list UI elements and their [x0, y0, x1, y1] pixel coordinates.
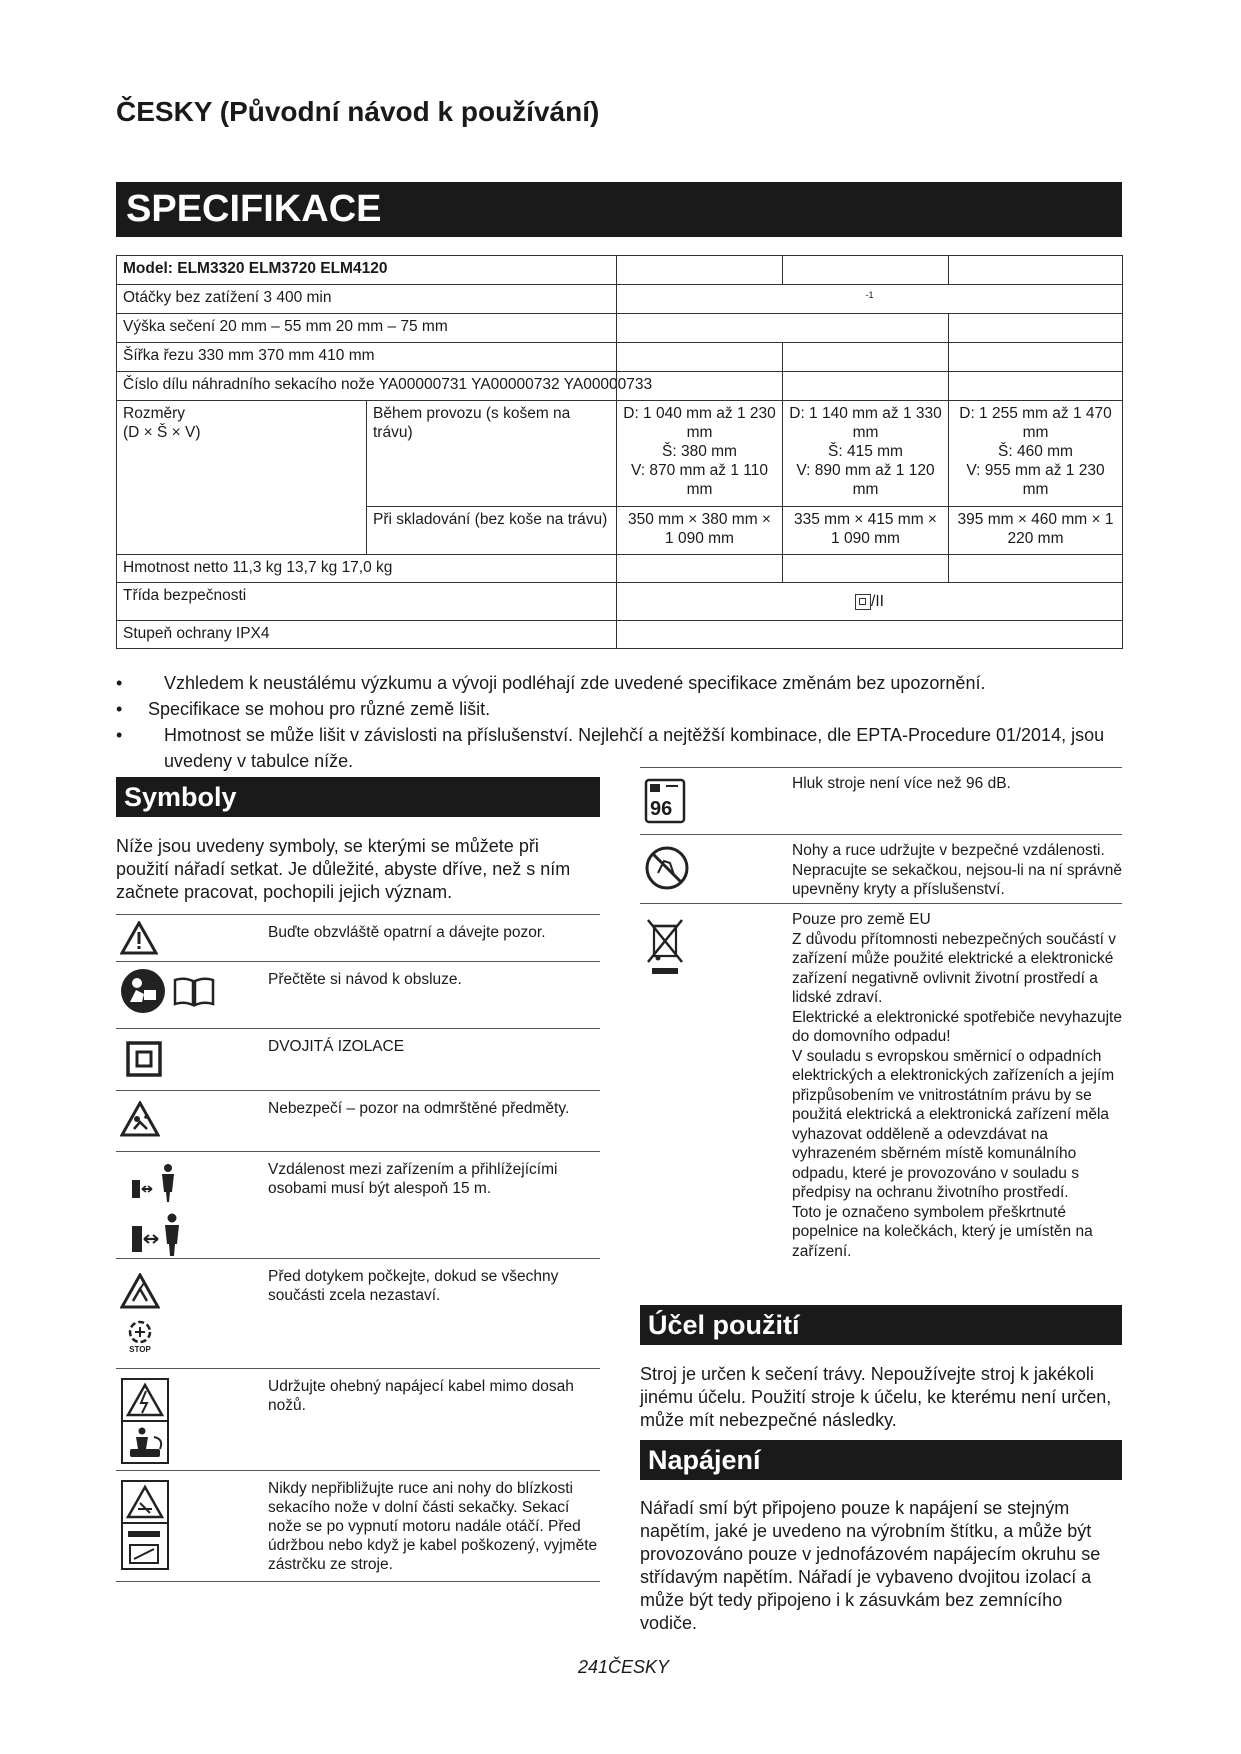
symbol-description: Hluk stroje není více než 96 dB. [792, 775, 1011, 792]
symbol-row [640, 903, 1122, 1288]
spec-cutting-height: Výška sečení 20 mm – 55 mm 20 mm – 75 mm [117, 314, 617, 343]
spec-note: • Vzhledem k neustálému výzkumu a vývoji podléhají zde uvedené specifikace změnám bez upozornění. [116, 670, 1116, 696]
book-icon [172, 974, 216, 1008]
no-hands-feet-icon [644, 845, 690, 891]
specifications-table [116, 255, 1123, 649]
spec-in-operation-value: D: 1 140 mm až 1 330 mm Š: 415 mm V: 890 mm až 1 120 mm [783, 401, 949, 507]
spec-notes-list [116, 670, 1116, 774]
symbol-row [116, 961, 600, 1028]
spec-speed-unit-sup: -1 [865, 290, 874, 300]
spec-dimensions-label: Rozměry (D × Š × V) [117, 401, 367, 555]
spec-in-operation-value: D: 1 040 mm až 1 230 mm Š: 380 mm V: 870 mm až 1 110 mm [617, 401, 783, 507]
intended-use-heading: Účel použití [640, 1305, 1122, 1345]
power-supply-text: Nářadí smí být připojeno pouze k napájení se stejným napětím, jaké je uvedeno na výrobním štítku, a může být provozováno pouze v jednofázovém napájecím okruhu se střídavým napětím. Nářadí je vybaveno dvojitou izolací a může být tedy připojeno i k zásuvkám bez zemnícího vodiče. [640, 1498, 1101, 1633]
symbol-row [640, 834, 1122, 903]
symbol-row [116, 1151, 600, 1258]
page-footer: 241ČESKY [578, 1657, 670, 1677]
intended-use-text: Stroj je určen k sečení trávy. Nepoužívejte stroj k jakékoli jinému účelu. Použití stroje k účelu, ke kterému není určen, může mít nebezpečné následky. [640, 1364, 1112, 1430]
spec-storage-value: 350 mm × 380 mm × 1 090 mm [617, 507, 783, 555]
symbol-description: Vzdálenost mezi zařízením a přihlížejícími osobami musí být alespoň 15 m. [268, 1161, 558, 1197]
symbol-description: Přečtěte si návod k obsluze. [268, 971, 462, 988]
stop-wait-icon [126, 1319, 154, 1345]
symbols-heading: Symboly [116, 777, 600, 817]
spec-net-weight: Hmotnost netto 11,3 kg 13,7 kg 17,0 kg [117, 555, 617, 583]
symbols-intro: Níže jsou uvedeny symboly, se kterými se můžete při použití nářadí setkat. Je důležité, abyste dříve, než s ním začnete pracovat, pochopili jejich význam. [116, 836, 571, 902]
spec-no-load-speed: Otáčky bez zatížení 3 400 min [117, 285, 617, 314]
symbol-row [116, 914, 600, 961]
spec-protection-degree: Stupeň ochrany IPX4 [117, 621, 617, 649]
thrown-objects-warning-icon [120, 1101, 160, 1137]
symbol-row [116, 1090, 600, 1151]
spec-safety-class-value: /II [871, 593, 884, 610]
rotating-blade-warning-icon [120, 1273, 160, 1309]
spec-model-row: Model: ELM3320 ELM3720 ELM4120 [117, 256, 617, 285]
spec-in-operation-label: Během provozu (s košem na trávu) [367, 401, 617, 507]
spec-storage-label: Při skladování (bez koše na trávu) [367, 507, 617, 555]
noise-level-value: 96 [650, 798, 673, 820]
spec-storage-value: 335 mm × 415 mm × 1 090 mm [783, 507, 949, 555]
crossed-out-wheeled-bin-icon [644, 916, 686, 978]
symbol-description: Buďte obzvláště opatrní a dávejte pozor. [268, 924, 546, 941]
symbol-description: Před dotykem počkejte, dokud se všechny součásti zcela nezastaví. [268, 1268, 559, 1304]
stop-label: STOP [129, 1345, 151, 1354]
symbol-description: Udržujte ohebný napájecí kabel mimo dosah nožů. [268, 1378, 574, 1414]
symbol-description: Nohy a ruce udržujte v bezpečné vzdálenosti. Nepracujte se sekačkou, nejsou-li na ní správně upevněny kryty a příslušenství. [792, 842, 1122, 898]
power-supply-heading: Napájení [640, 1440, 1122, 1480]
double-insulation-small-icon [855, 594, 871, 610]
symbol-description: DVOJITÁ IZOLACE [268, 1038, 405, 1055]
spec-note: • Hmotnost se může lišit v závislosti na příslušenství. Nejlehčí a nejtěžší kombinace, dle EPTA-Procedure 01/2014, jsou uvedeny v tabulce níže. [116, 722, 1116, 774]
symbol-row [116, 1368, 600, 1470]
symbol-row [116, 1258, 600, 1368]
symbol-row [116, 1028, 600, 1090]
keep-hands-feet-away-icon [120, 1479, 170, 1571]
page-language-title: ČESKY (Původní návod k používání) [116, 96, 600, 127]
symbol-row [640, 767, 1122, 834]
keep-cable-away-icon [120, 1377, 170, 1465]
read-manual-icon [120, 968, 166, 1014]
warning-triangle-icon [120, 921, 158, 955]
spec-cutting-width: Šířka řezu 330 mm 370 mm 410 mm [117, 343, 617, 372]
double-insulation-icon [126, 1041, 162, 1077]
specifications-heading: SPECIFIKACE [116, 182, 1122, 237]
symbol-description: Nebezpečí – pozor na odmrštěné předměty. [268, 1100, 570, 1117]
spec-safety-class-label: Třída bezpečnosti [117, 583, 617, 621]
bystander-distance-icon [128, 1162, 184, 1258]
symbol-description: Nikdy nepřibližujte ruce ani nohy do blízkosti sekacího nože v dolní části sekačky. Sekací nože se po vypnutí motoru nadále otáčí. Před údržbou nebo když je kabel poškozený, vyjměte zástrčku ze stroje. [268, 1480, 598, 1573]
spec-blade-part-number: Číslo dílu náhradního sekacího nože YA00000731 YA00000732 YA00000733 [117, 372, 617, 401]
symbol-row [116, 1470, 600, 1582]
spec-in-operation-value: D: 1 255 mm až 1 470 mm Š: 460 mm V: 955 mm až 1 230 mm [949, 401, 1123, 507]
spec-storage-value: 395 mm × 460 mm × 1 220 mm [949, 507, 1123, 555]
symbol-description: Pouze pro země EU Z důvodu přítomnosti nebezpečných součástí v zařízení může použité elektrické a elektronické zařízení negativně ovlivnit životní prostředí a lidské zdraví. Elektrické a elektronické spotřebiče nevyhazujte do domovního odpadu! V souladu s evropskou směrnicí o odpadních elektrických a elektronických zařízeních a jejím přizpůsobením ve vnitrostátním právu by se použitá elektrická a elektronická zařízení měla vyhazovat odděleně a odevzdávat na vyhrazeném sběrném místě komunálního odpadu, které je provozováno v souladu s předpisy na ochranu životního prostředí. Toto je označeno symbolem přeškrtnuté popelnice na kolečkách, který je umístěn na zařízení. [792, 911, 1122, 1260]
spec-note: • Specifikace se mohou pro různé země lišit. [116, 696, 1116, 722]
